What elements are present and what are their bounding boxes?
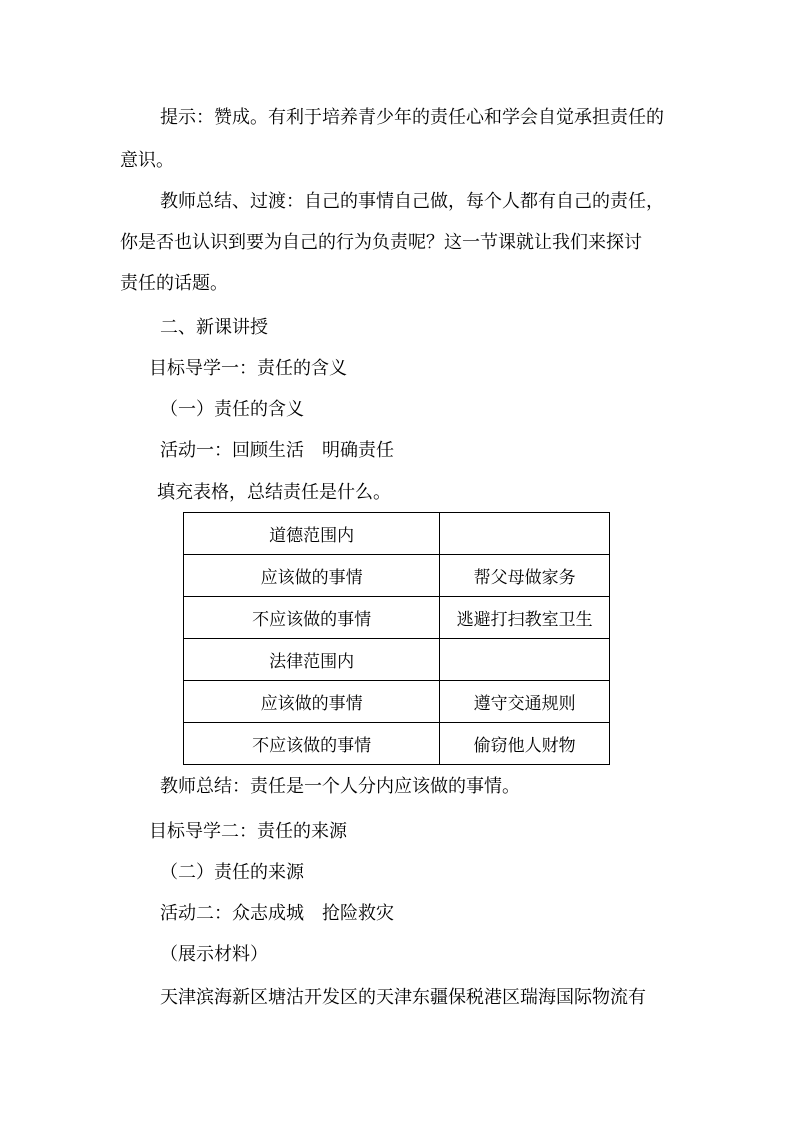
- table-cell: 遵守交通规则: [440, 681, 610, 723]
- table-cell: 偷窃他人财物: [440, 723, 610, 765]
- goal-one-heading: 目标导学一：责任的含义: [149, 358, 347, 379]
- summary-line-1: 教师总结、过渡：自己的事情自己做，每个人都有自己的责任，: [160, 191, 664, 212]
- goal-two-heading: 目标导学二：责任的来源: [149, 821, 347, 842]
- teacher-conclusion: 教师总结：责任是一个人分内应该做的事情。: [160, 776, 520, 797]
- responsibility-table: [183, 512, 610, 765]
- subheading-two: （二）责任的来源: [160, 862, 304, 883]
- table-row: [184, 639, 610, 681]
- table-cell: 帮父母做家务: [440, 555, 610, 597]
- material-line-1: 天津滨海新区塘沽开发区的天津东疆保税港区瑞海国际物流有: [160, 987, 646, 1008]
- table-cell: 法律范围内: [184, 639, 440, 681]
- table-cell: 不应该做的事情: [184, 723, 440, 765]
- summary-line-3: 责任的话题。: [120, 273, 228, 294]
- table-cell: [440, 639, 610, 681]
- table-row: [184, 723, 610, 765]
- subheading-one: （一）责任的含义: [160, 399, 304, 420]
- table-cell: 逃避打扫教室卫生: [440, 597, 610, 639]
- table-cell: 道德范围内: [184, 513, 440, 555]
- table-cell: 应该做的事情: [184, 681, 440, 723]
- table-cell: 不应该做的事情: [184, 597, 440, 639]
- table-row: [184, 597, 610, 639]
- table-row: [184, 555, 610, 597]
- table-cell: [440, 513, 610, 555]
- activity-two: 活动二：众志成城 抢险救灾: [160, 903, 394, 924]
- summary-line-2: 你是否也认识到要为自己的行为负责呢？这一节课就让我们来探讨: [120, 232, 642, 253]
- section-heading-two: 二、新课讲授: [160, 317, 268, 338]
- table-row: [184, 513, 610, 555]
- hint-line-1: 提示：赞成。有利于培养青少年的责任心和学会自觉承担责任的: [160, 107, 664, 128]
- table-row: [184, 681, 610, 723]
- table-instruction: 填充表格，总结责任是什么。: [157, 482, 391, 503]
- hint-line-2: 意识。: [120, 150, 174, 171]
- table-cell: 应该做的事情: [184, 555, 440, 597]
- material-label: （展示材料）: [160, 944, 268, 965]
- activity-one: 活动一：回顾生活 明确责任: [160, 440, 394, 461]
